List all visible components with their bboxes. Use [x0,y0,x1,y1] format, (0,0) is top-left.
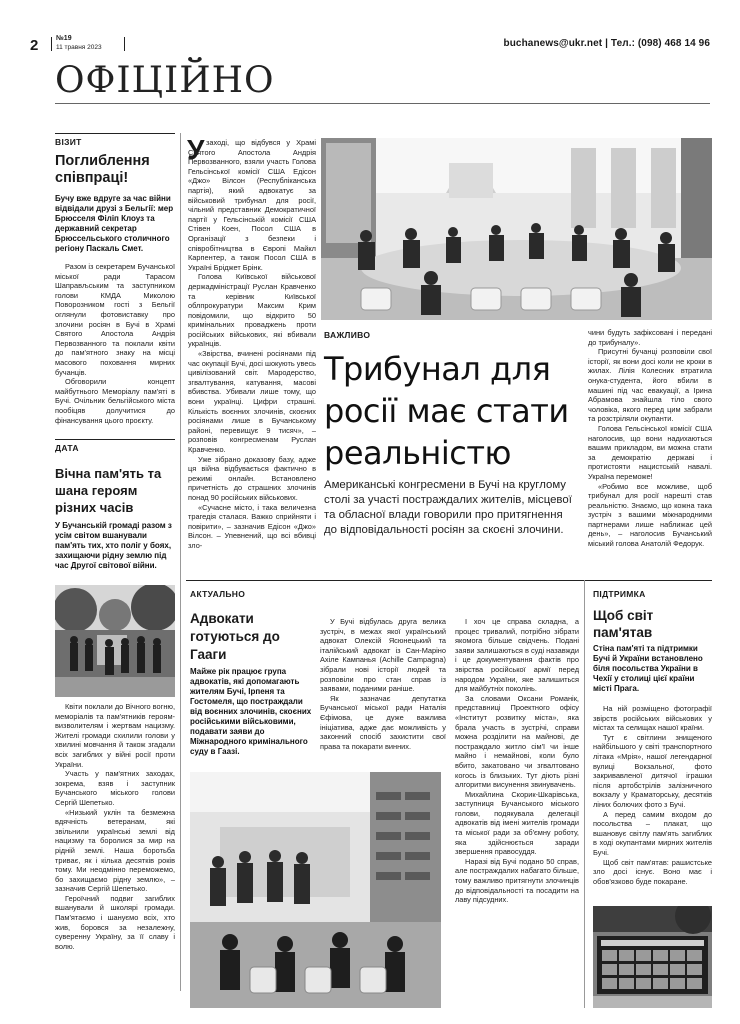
lawyers-meeting-photo [190,772,441,1008]
support-headline: Щоб світ пам'ятав [593,608,654,640]
visit-paragraph-2: Обговорили концепт майбутнього Меморіалу пам'яті в Бучі. Очільник бельгійського міста пообіцяв долучитися до фінансування цього проєкту. [55,377,175,425]
support-body [593,704,712,886]
tribunal-col2-p2: Присутні бучанці розповіли свої історії, як вони досі коли не кроки в жилах. Лілія Колесник втратила онука-студента, його вбили в машині під час евакуації, а Ірина Абрамова знайшла тіло свого чоловіка, якого перед цим забрали та розстріляли окупанти. [588,347,712,424]
lawyers-col2-p2: За словами Оксани Романік, представниці Проектного офісу «Інститут розвитку міста», яка брала участь в зустрічі, справи можна розділити на майнові, де постраждало житло сім'ї чи інше майно і немайнові, коли було вбито, закатовано чи згвалтовано когось із близьких. Тут діють різні алгоритми висунення звинувачень. [455,693,579,790]
tribunal-col1 [187,134,316,551]
issue-number: №19 [56,35,72,42]
date-paragraph-2: Участь у пам'ятних заходах, зокрема, взяв і заступник Бучанського міського голови Сергій Шепетько. [55,769,175,807]
round-table-photo [321,138,712,320]
support-lead: Стіна пам'яті та підтримки Бучі й України встановлено біля посольства України в Чехії у столиці цієї країни місті Прага. [593,644,703,693]
tribunal-headline: Трибунал для росії має стати реальністю [324,350,569,472]
header-divider [51,37,52,51]
support-paragraph-3: А перед самим входом до посольства – плакат, що вшановує світлу пам'ять загиблих в ході окупантами мирних жителів Бучі. [593,809,712,857]
tribunal-col1-p5: «Сучасне місто, і така величезна трагедія сталася. Важко сприйняти і повірити», – зазначив Едісон «Джо» Вілсон. – Упевнений, що всі вбивці зло- [188,502,316,550]
lower-section-rule [186,580,712,581]
section-title: ОФІЦІЙНО [55,60,275,101]
tribunal-col2-p1: чини будуть зафіксовані і передані до трибуналу». [588,328,712,347]
support-paragraph-4: Щоб світ пам'ятав: рашистське зло досі існує. Воно має і обов'язково буде покаране. [593,857,712,886]
tribunal-subtitle: Американські конгресмени в Бучі на круглому столі за участі постраждалих жителів, місцевої та обласної влади говорили про притягнення до відповідальності росіян за скоєні злочини. [324,479,572,536]
lawyers-col1-p1: У Бучі відбулась друга велика зустріч, в межах якої український адвокат Олексій Ясюнецький та італійський адвокат із Сан-Маріно Ахіле Кампанья (Achille Campagna) зібрали нові історії людей та розповіли про стан справ із заявами, поданими раніше. [320,617,446,694]
header-divider-2 [124,37,125,51]
visit-headline: Поглиблення співпраці! [55,153,150,186]
tribunal-col1-p3: «Звірства, вчинені росіянами під час окупації Бучі, досі шокують увесь цивілізований світ. Мародерство, згвалтування, катування, масові вбивства. Убивали лише тому, що вони українці. Цифри страшні. Кількість воєнних злочинів, скоєних росіянами лише в Бучанському районі, перевищує 9 тисяч», – розповів конгресменам Руслан Кравченко. [188,349,316,454]
lawyers-lead: Майже рік працює група адвокатів, які допомагають жителям Бучі, Ірпеня та Гостомеля, що постраждали від воєнних злочинів, скоєних російськими військовими, подавати заяви до Міжнародного кримінального суду в Гаазі. [190,667,312,756]
contact-info: buchanews@ukr.net | Тел.: (098) 468 14 96 [503,38,710,49]
support-paragraph-2: Тут є світлини знищеного найбільшого у світі транспортного літака «Мрія», нашої легендарної вулиці Вокзальної, фото закривавленої дитячої іграшки після артобстрілів залізничного вокзалу у Краматорську, десятків ліних болючих фото з Бучі. [593,732,712,809]
header-rule [55,103,710,104]
visit-lead: Бучу вже вдруге за час війни відвідали друзі з Бельгії: мер Брюсселя Філіп Клоуз та державний секретар Брюссельського столичного регіону Паскаль Смет. [55,194,174,253]
memorial-photo [55,585,175,697]
tribunal-col1-p4: Уже зібрано доказову базу, адже ця війна відбувається фактично в режимі онлайн. Встановлено причетність до страшних злочинів понад 90 російських військових. [188,454,316,502]
date-body [55,702,175,951]
support-paragraph-1: На ній розміщено фотографії звірств російських військових у містах та селищах нашої країни. [593,704,712,733]
visit-paragraph-1: Разом із секретарем Бучанської міської ради Тарасом Шаправљським та заступником голови КМДА Миколою Поворозником гості з Бельгії оглянули фотовиставку про злочини росіян в Бучі в Храмі Святого Апостола Андрія Первозванного та поклали квіти до пам'ятного знаку на місці масового поховання мирних бучанців. [55,262,175,377]
lawyers-col2-p1: І хоч це справа складна, а процес тривалий, потрібно зібрати якомога більше свідчень. Подані заяви залишаються в суді назавжди і це документування фактів про звірства російської армії перед народом України, яке залишиться для майбутніх поколінь. [455,617,579,694]
memory-wall-photo [593,906,712,1008]
date-top-rule [55,439,175,440]
visit-label: ВІЗИТ [55,137,82,147]
drop-cap: У [187,134,205,165]
visit-body [55,262,175,425]
lawyers-col2 [455,617,579,905]
visit-top-rule [55,133,175,134]
tribunal-col2-p4: «Робимо все можливе, щоб трибунал для росії нарешті став реальністю. Знаємо, що кожна така зустріч з вашими міжнародними партнерами лише наближає цей день», – наголосив Бучанський міський голова Анатолій Федорук. [588,481,712,549]
date-paragraph-4: Героїчний подвиг загиблих вшанували й школярі громади. Пам'ятаємо і шануємо всіх, хто жив, боровся за незалежну, суверенну Україну, за її славу і волю. [55,893,175,951]
date-label: ДАТА [55,443,79,453]
lawyers-col2-p4: Наразі від Бучі подано 50 справ, але постраждалих набагато більше, тому важливо притягнути злочинців до відповідальності та посадити на лаву підсудних. [455,856,579,905]
page-number: 2 [30,37,39,54]
lawyers-col2-p3: Михайлина Скорик-Шкарівська, заступниця Бучанського міського голови, подякувала делегації адвокатів від імені жителів громади та міської ради за об'ємну роботу, яка здійснюється заради звершення правосуддя. [455,789,579,857]
tribunal-col1-p2: Голова Київської військової держадміністрації Руслан Кравченко та керівник Київської облпрокуратури Максим Крим повідомили, що відкрито 50 кримінальних проваджень проти російських військових, які вбивали українців. [188,272,316,349]
lawyers-col1 [320,617,446,751]
date-paragraph-3: «Низький уклін та безмежна вдячність ветеранам, які звільнили українські землі від нацизму та боролися за мир на рідній землі. Наша боротьба триває, як і кілька десятків років тому. Ми неодмінно переможемо, бо захищаємо рідну землю», – зазначив Сергій Шепетько. [55,807,175,894]
date-paragraph-1: Квіти поклали до Вічного вогню, меморіалів та пам'ятників героям-визволителям і жертвам нацизму. Жителі громади схилили голови у хвилині мовчання й також згадали всіх загиблих у війні росії проти України. [55,702,175,769]
column-divider [180,133,181,991]
issue-date: 11 травня 2023 [56,44,102,51]
date-lead: У Бучанській громаді разом з усім світом вшанували пам'ять тих, хто поліг у боях, захищаючи рідну землю під час Другої світової війни. [55,521,172,570]
lawyers-col1-p2: Як зазначає депутатка Бучанської міської ради Наталія Єфімова, це дуже важлива ініціатива, адже дає можливість у законний спосіб захистити свої права та покарати винних. [320,693,446,751]
tribunal-col2 [588,328,712,549]
date-headline: Вічна пам'ять та шана героям різних часів [55,466,162,515]
tribunal-label: ВАЖЛИВО [324,330,371,340]
tribunal-col1-p1: заході, що відбувся у Храмі Святого Апостола Андрія Первозванного, взяли участь Голова Гельсінської комісії США Едісон «Джо» Вілсон (Республіканська партія), який адвокатує за військовий трибунал для росії, чільний представник Демократичної партії у Гельсінській комісії США Стівен Коен, Посол США в Організації з безпеки і співробітництва в Європі Майкл Карпентер, а також Посол США в Україні Бріджет Брінк. [188,138,316,272]
lawyers-label: АКТУАЛЬНО [190,589,246,599]
support-label: ПІДТРИМКА [593,589,646,599]
lawyers-headline: Адвокати готуються до Гааги [190,611,280,662]
support-divider [584,580,585,1008]
tribunal-col2-p3: Голова Гельсінської комісії США наголосив, що вони надихаються вашим прикладом, ви можна стати за демократію державі і протистояти нацистській навалі. Україна переможе! [588,423,712,481]
